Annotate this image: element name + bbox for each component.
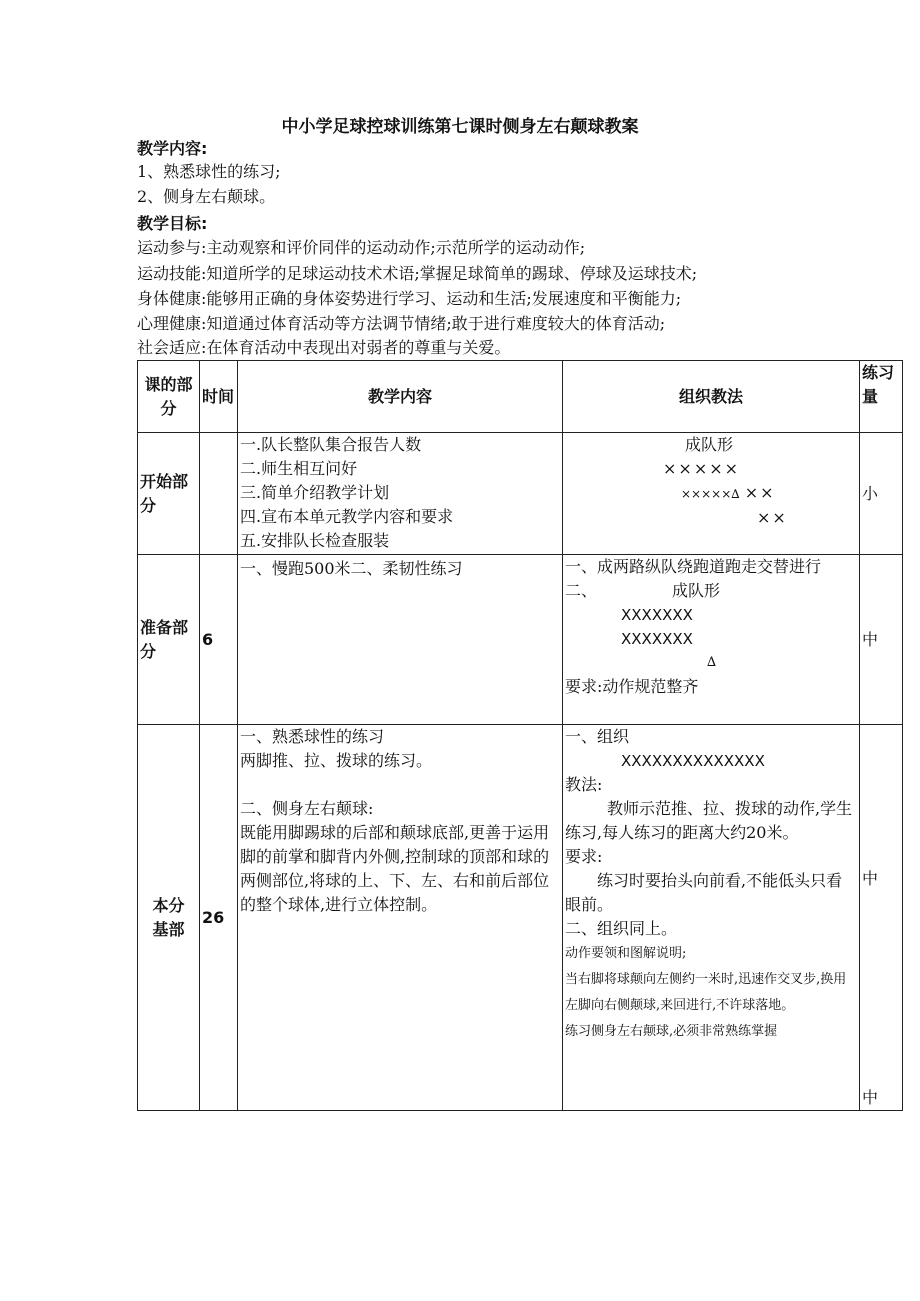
content-main [238, 725, 563, 1111]
formation-row-2-left: ×××××∆ [681, 487, 740, 501]
list-item: 五.安排队长检查服装 [240, 531, 390, 550]
method-prep [563, 555, 860, 725]
main-method-1: 一、组织 [565, 727, 630, 746]
main-content-1: 一、熟悉球性的练习 [240, 727, 385, 746]
header-content: 教学内容 [238, 361, 563, 433]
time-prep: 6 [200, 555, 238, 725]
content-item-2: 2、侧身左右颠球。 [137, 187, 276, 206]
header-part: 课的部分 [138, 361, 200, 433]
formation-row-2 [565, 481, 857, 506]
main-method-5: 要求: [565, 847, 603, 866]
table-row [138, 555, 903, 725]
load-start: 小 [860, 433, 903, 555]
goal-participation: 运动参与:主动观察和评价同伴的运动动作;示范所学的运动动作; [137, 238, 586, 257]
table-row [138, 433, 903, 555]
time-main: 26 [200, 725, 238, 1111]
list-item: 四.宣布本单元教学内容和要求 [240, 507, 454, 526]
header-method: 组织教法 [563, 361, 860, 433]
prep-formation-1: XXXXXXX [621, 606, 693, 624]
load-prep: 中 [860, 555, 903, 725]
goal-social: 社会适应:在体育活动中表现出对弱者的尊重与关爱。 [137, 338, 511, 357]
formation-row-3: ×× [757, 508, 788, 527]
prep-method-1: 一、成两路纵队绕跑道跑走交替进行 [565, 557, 822, 576]
goal-mental: 心理健康:知道通过体育活动等方法调节情绪;敢于进行难度较大的体育活动; [137, 314, 666, 333]
main-method-6: 练习时要抬头向前看,不能低头只看眼前。 [565, 871, 843, 914]
main-content-4: 既能用脚踢球的后部和颠球底部,更善于运用脚的前掌和脚背内外侧,控制球的顶部和球的两侧部位,将球的上、下、左、右和前后部位的整个球体,进行立体控制。 [240, 823, 550, 914]
part-main: 本分基部 [138, 725, 200, 1111]
load-main-2: 中 [862, 1088, 879, 1107]
table-row [138, 725, 903, 1111]
formation-row-1: ××××× [663, 459, 741, 478]
load-main-1: 中 [862, 869, 879, 888]
content-item-1: 1、熟悉球性的练习; [137, 162, 281, 181]
goal-skills: 运动技能:知道所学的足球运动技术术语;掌握足球简单的踢球、停球及运球技术; [137, 264, 698, 283]
main-method-2: XXXXXXXXXXXXXX [621, 752, 765, 770]
prep-method-2-left: 二、 [565, 581, 598, 600]
table-header-row [138, 361, 903, 433]
method-main [563, 725, 860, 1111]
content-prep [238, 555, 563, 725]
method-start [563, 433, 860, 555]
main-method-10: 练习侧身左右颠球,必须非常熟练掌握 [565, 1024, 778, 1039]
prep-method-2 [565, 579, 857, 603]
prep-requirement: 要求:动作规范整齐 [565, 677, 699, 696]
goals-heading: 教学目标: [137, 214, 208, 233]
part-prep: 准备部分 [138, 555, 200, 725]
main-method-7: 二、组织同上。 [565, 919, 678, 938]
page-title: 中小学足球控球训练第七课时侧身左右颠球教案 [281, 117, 639, 137]
main-method-3: 教法: [565, 775, 603, 794]
formation-label: 成队形 [685, 435, 734, 454]
part-start: 开始部分 [138, 433, 200, 555]
time-start [200, 433, 238, 555]
main-method-4: 教师示范推、拉、拨球的动作,学生练习,每人练习的距离大约20米。 [565, 799, 853, 842]
list-item: 一.队长整队集合报告人数 [240, 435, 422, 454]
formation-row-2-right: ×× [744, 483, 776, 502]
main-method-8: 动作要领和图解说明; [565, 946, 687, 961]
list-item: 三.简单介绍教学计划 [240, 483, 390, 502]
prep-formation-2: XXXXXXX [621, 630, 693, 648]
goal-health: 身体健康:能够用正确的身体姿势进行学习、运动和生活;发展速度和平衡能力; [137, 289, 682, 308]
header-load: 练习量 [860, 361, 903, 433]
load-main [860, 725, 903, 1111]
main-method-9: 当右脚将球颠向左侧约一米时,迅速作交叉步,换用左脚向右侧颠球,来回进行,不许球落地。 [565, 972, 847, 1013]
lesson-plan-table [137, 360, 903, 1111]
content-start [238, 433, 563, 555]
main-content-3: 二、侧身左右颠球: [240, 799, 374, 818]
prep-method-2-right: 成队形 [672, 581, 721, 600]
list-item: 一、慢跑500米二、柔韧性练习 [240, 559, 463, 578]
header-time: 时间 [200, 361, 238, 433]
content-heading: 教学内容: [137, 139, 208, 158]
prep-formation-3: ∆ [707, 655, 717, 670]
list-item: 二.师生相互问好 [240, 459, 358, 478]
main-content-2: 两脚推、拉、拨球的练习。 [240, 751, 433, 770]
